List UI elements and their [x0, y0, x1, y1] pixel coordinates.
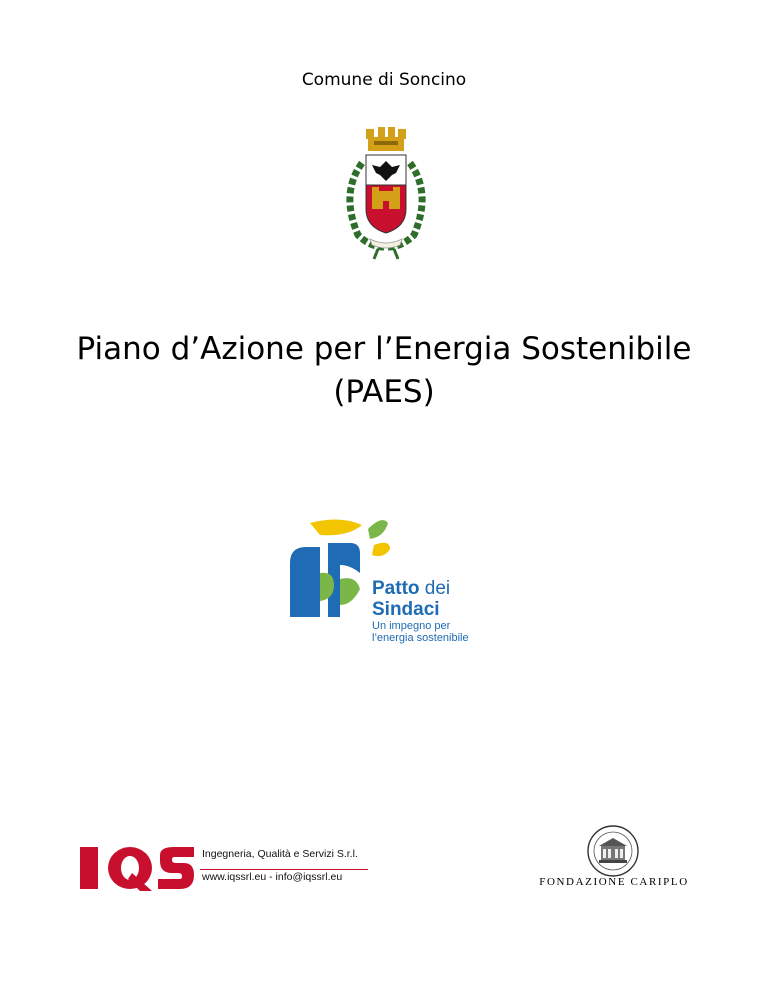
municipality-name: Comune di Soncino [301, 70, 467, 90]
patto-title-line-1 [372, 578, 469, 599]
iqs-contacts: www.iqssrl.eu - info@iqssrl.eu [202, 871, 343, 883]
document-title [0, 328, 768, 414]
patto-dei-sindaci-text [372, 578, 469, 644]
fondazione-cariplo-seal-icon [586, 824, 640, 878]
patto-title-light: dei [424, 578, 451, 599]
patto-title-bold: Patto [372, 578, 420, 599]
iqs-company-block [202, 847, 358, 884]
title-line-1: Piano d’Azione per l’Energia Sostenibile [76, 331, 692, 367]
coat-of-arms-image [334, 123, 438, 263]
iqs-company-name: Ingegneria, Qualità e Servizi S.r.l. [202, 848, 358, 860]
title-line-2: (PAES) [333, 374, 435, 410]
patto-tagline-1: Un impegno per [372, 620, 451, 632]
iqs-logo-icon [78, 845, 196, 891]
patto-tagline-2: l’energia sostenibile [372, 632, 469, 644]
patto-title-line-2: Sindaci [372, 599, 440, 620]
fondazione-cariplo-name: FONDAZIONE CARIPLO [539, 876, 689, 888]
iqs-divider [200, 869, 368, 870]
